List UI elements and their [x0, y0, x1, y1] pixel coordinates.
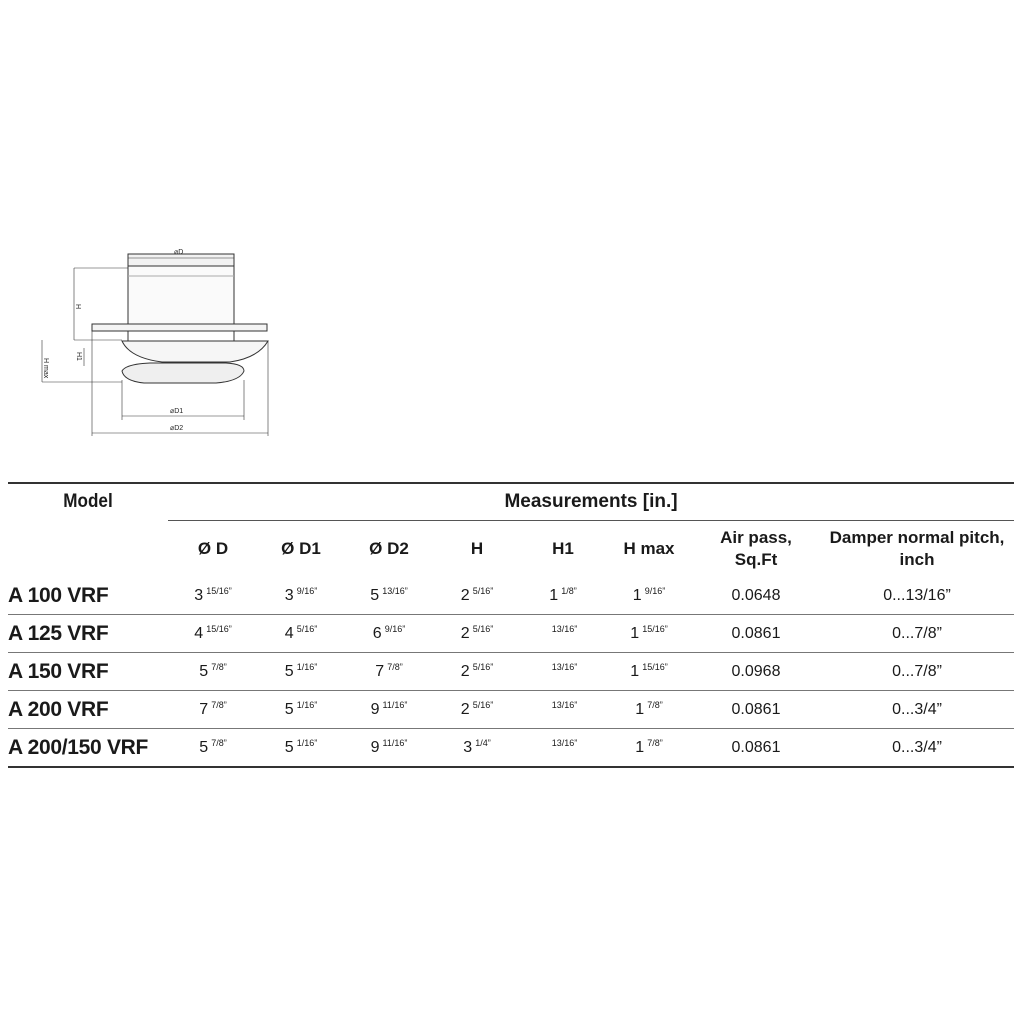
dim-cell-hmax: [606, 615, 692, 653]
dim-cell-d2: [344, 729, 434, 768]
dim-cell-h: [434, 577, 520, 615]
col-h1: H1: [552, 539, 574, 558]
col-damper-line1: Damper normal pitch,: [829, 528, 1005, 547]
model-cell: A 200 VRF: [8, 691, 168, 729]
dim-fraction: 5/16”: [296, 624, 318, 634]
damper-cell: 0...7/8”: [820, 615, 1014, 653]
dim-whole: 1: [635, 701, 645, 718]
dim-cell-d1: [258, 577, 344, 615]
dim-fraction: 7/8”: [211, 700, 227, 710]
damper-cell: 0...3/4”: [820, 691, 1014, 729]
damper-cell: 0...3/4”: [820, 729, 1014, 768]
spec-table: [8, 482, 1014, 768]
dim-whole: 9: [370, 739, 380, 756]
dim-fraction: 9/16”: [384, 624, 406, 634]
dim-whole: 5: [284, 739, 294, 756]
dim-cell-d: [168, 729, 258, 768]
model-subheader: [8, 521, 168, 578]
dim-whole: 2: [460, 663, 470, 680]
air-pass-cell: 0.0861: [692, 729, 820, 768]
dim-cell-d: [168, 691, 258, 729]
model-cell: A 200/150 VRF: [8, 729, 168, 768]
dim-cell-d: [168, 615, 258, 653]
dim-cell-h1: [520, 691, 606, 729]
col-hmax: H max: [623, 539, 675, 558]
dim-whole: 1: [632, 587, 642, 604]
dim-whole: 2: [460, 625, 470, 642]
dim-fraction: 7/8”: [387, 662, 403, 672]
dim-whole: 1: [635, 739, 645, 756]
label-d: ⌀D: [174, 249, 184, 256]
dim-cell-d1: [258, 653, 344, 691]
dim-fraction: 11/16”: [382, 738, 408, 748]
dim-fraction: 7/8”: [211, 738, 227, 748]
dim-fraction: 13/16”: [551, 700, 578, 710]
header-row-2: [8, 521, 1014, 578]
measurements-header: Measurements [in.]: [168, 483, 1014, 521]
dim-whole: 3: [194, 587, 204, 604]
dim-whole: 3: [284, 587, 294, 604]
dim-fraction: 15/16”: [642, 662, 668, 672]
dim-cell-h: [434, 691, 520, 729]
dim-whole: 5: [199, 739, 209, 756]
dim-cell-hmax: [606, 653, 692, 691]
dim-fraction: 9/16”: [296, 586, 318, 596]
flange-plate: [92, 324, 267, 331]
air-pass-cell: 0.0968: [692, 653, 820, 691]
dim-cell-h1: [520, 577, 606, 615]
dim-cell-d1: [258, 729, 344, 768]
label-h1: H1: [75, 352, 82, 361]
col-air-pass-line1: Air pass,: [720, 528, 792, 547]
dim-cell-h1: [520, 729, 606, 768]
col-damper-line2: inch: [899, 550, 935, 569]
col-air-pass-line2: Sq.Ft: [734, 550, 778, 569]
col-d2: Ø D2: [369, 539, 409, 558]
dim-fraction: 13/16”: [382, 586, 408, 596]
dim-cell-d2: [344, 691, 434, 729]
col-damper: [820, 521, 1014, 578]
dim-whole: 1: [549, 587, 559, 604]
dim-whole: 4: [284, 625, 294, 642]
dim-fraction: 1/16”: [296, 738, 318, 748]
dim-cell-d2: [344, 615, 434, 653]
dim-fraction: 5/16”: [472, 586, 494, 596]
col-d1: Ø D1: [281, 539, 321, 558]
dim-whole: 7: [375, 663, 385, 680]
dim-cell-d1: [258, 691, 344, 729]
model-header: Model: [16, 483, 160, 521]
dim-cell-d: [168, 577, 258, 615]
air-pass-cell: 0.0648: [692, 577, 820, 615]
dim-whole: 2: [460, 701, 470, 718]
label-hmax: H max: [42, 358, 49, 379]
col-h: H: [470, 539, 484, 558]
dim-whole: 5: [284, 663, 294, 680]
air-pass-cell: 0.0861: [692, 691, 820, 729]
dim-whole: 5: [370, 587, 380, 604]
damper-cell: 0...7/8”: [820, 653, 1014, 691]
air-pass-cell: 0.0861: [692, 615, 820, 653]
dim-fraction: 9/16”: [644, 586, 666, 596]
table-row: [8, 615, 1014, 653]
dim-cell-h1: [520, 615, 606, 653]
dim-cell-d2: [344, 577, 434, 615]
dim-fraction: 1/16”: [296, 700, 318, 710]
table-row: [8, 729, 1014, 768]
dim-fraction: 15/16”: [206, 624, 232, 634]
dim-fraction: 7/8”: [211, 662, 227, 672]
model-cell: A 125 VRF: [8, 615, 168, 653]
dim-fraction: 15/16”: [206, 586, 232, 596]
dim-whole: 2: [460, 587, 470, 604]
dim-fraction: 15/16”: [642, 624, 668, 634]
dim-cell-h1: [520, 653, 606, 691]
col-air-pass: [692, 521, 820, 578]
dim-fraction: 7/8”: [647, 700, 663, 710]
diffuser-drawing: [30, 240, 290, 440]
dim-whole: 1: [630, 663, 640, 680]
table-body: [8, 577, 1014, 767]
dim-cell-hmax: [606, 577, 692, 615]
dim-whole: 5: [284, 701, 294, 718]
dim-whole: 4: [194, 625, 204, 642]
dim-whole: 5: [199, 663, 209, 680]
dim-whole: 7: [199, 701, 209, 718]
label-d1: ⌀D1: [170, 408, 184, 415]
dim-fraction: 13/16”: [551, 738, 578, 748]
model-cell: A 100 VRF: [8, 577, 168, 615]
dim-fraction: 5/16”: [472, 700, 494, 710]
lower-disc: [122, 363, 244, 383]
header-row-1: [8, 483, 1014, 521]
table-row: [8, 577, 1014, 615]
col-d: Ø D: [197, 539, 229, 558]
dim-cell-hmax: [606, 691, 692, 729]
dim-fraction: 5/16”: [472, 624, 494, 634]
dim-fraction: 1/16”: [296, 662, 318, 672]
damper-cell: 0...13/16”: [820, 577, 1014, 615]
model-cell: A 150 VRF: [8, 653, 168, 691]
dim-cell-hmax: [606, 729, 692, 768]
dim-cell-h: [434, 729, 520, 768]
dim-cell-d1: [258, 615, 344, 653]
table-row: [8, 653, 1014, 691]
dim-fraction: 7/8”: [647, 738, 663, 748]
dim-whole: 3: [463, 739, 473, 756]
dim-whole: 6: [372, 625, 382, 642]
dim-fraction: 1/4”: [475, 738, 491, 748]
label-h: H: [74, 304, 81, 310]
dim-cell-d: [168, 653, 258, 691]
collar-body: [128, 266, 234, 324]
dim-fraction: 1/8”: [561, 586, 577, 596]
dim-cell-h: [434, 615, 520, 653]
dim-fraction: 11/16”: [382, 700, 408, 710]
lower-shell: [122, 341, 268, 362]
dim-cell-d2: [344, 653, 434, 691]
dim-fraction: 13/16”: [551, 662, 578, 672]
dim-fraction: 5/16”: [472, 662, 494, 672]
dim-fraction: 13/16”: [551, 624, 578, 634]
table-row: [8, 691, 1014, 729]
dim-whole: 9: [370, 701, 380, 718]
dim-whole: 1: [630, 625, 640, 642]
label-d2: ⌀D2: [170, 425, 184, 432]
dim-cell-h: [434, 653, 520, 691]
